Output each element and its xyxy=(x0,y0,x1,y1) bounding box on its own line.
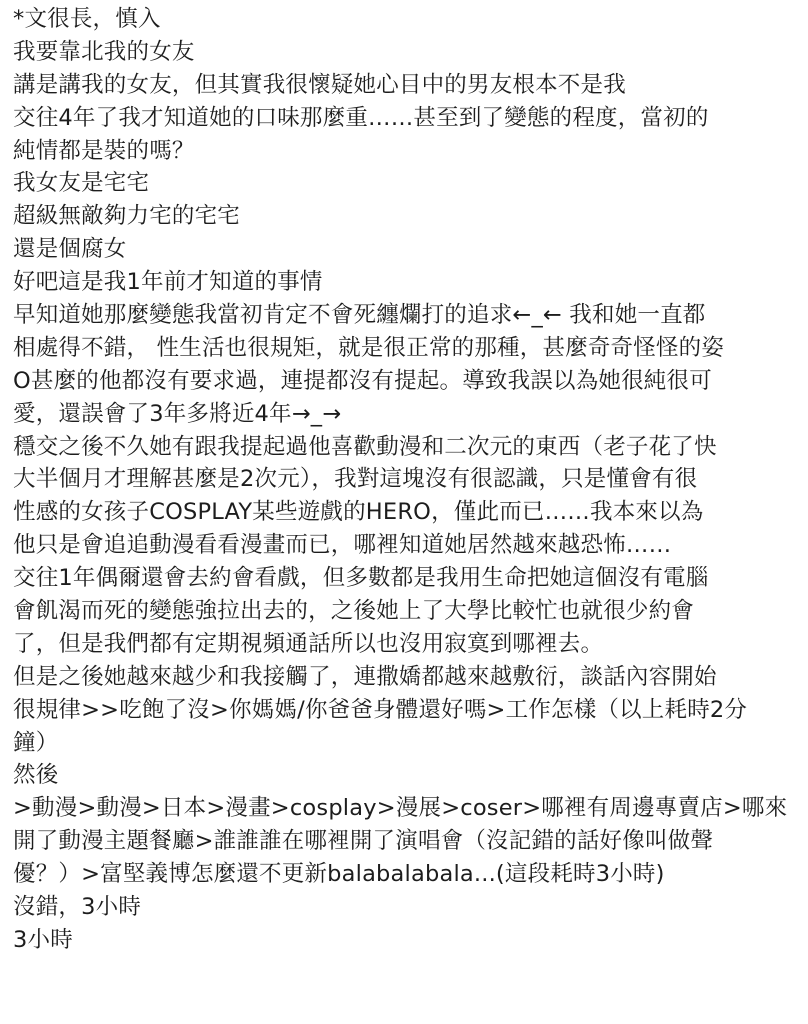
text-line: 純情都是裝的嗎？ xyxy=(13,137,195,164)
text-line: 超級無敵夠力宅的宅宅 xyxy=(13,203,241,230)
text-line: 交往1年偶爾還會去約會看戲，但多數都是我用生命把她這個沒有電腦 xyxy=(13,565,709,592)
text-line: O甚麼的他都沒有要求過，連提都沒有提起。導致我誤以為她很純很可 xyxy=(13,367,712,394)
text-line: 鐘） xyxy=(13,729,59,756)
text-line: 相處得不錯， 性生活也很規矩，就是很正常的那種，甚麼奇奇怪怪的姿 xyxy=(13,334,725,361)
text-line: *文很長，慎入 xyxy=(13,6,161,32)
text-line: 我要靠北我的女友 xyxy=(13,38,195,65)
text-line: 但是之後她越來越少和我接觸了，連撒嬌都越來越敷衍，談話內容開始 xyxy=(13,663,717,690)
text-line: 交往4年了我才知道她的口味那麼重……甚至到了變態的程度，當初的 xyxy=(13,104,709,131)
text-line: 開了動漫主題餐廳>誰誰誰在哪裡開了演唱會（沒記錯的話好像叫做聲 xyxy=(13,828,714,855)
text-line: 講是講我的女友，但其實我很懷疑她心目中的男友根本不是我 xyxy=(13,71,626,98)
text-line: 了，但是我們都有定期視頻通話所以也沒用寂寞到哪裡去。 xyxy=(13,630,604,657)
text-line: 很規律>>吃飽了沒>你媽媽/你爸爸身體還好嗎>工作怎樣（以上耗時2分 xyxy=(13,696,748,723)
post-body xyxy=(13,3,803,957)
text-line: 我女友是宅宅 xyxy=(13,170,150,197)
text-line: 他只是會追追動漫看看漫畫而已，哪裡知道她居然越來越恐怖…… xyxy=(13,532,672,559)
text-line: 性感的女孩子COSPLAY某些遊戲的HERO，僅此而已……我本來以為 xyxy=(13,499,704,526)
text-line: 大半個月才理解甚麼是2次元），我對這塊沒有很認識，只是懂會有很 xyxy=(13,466,698,493)
text-line: 沒錯，3小時 xyxy=(13,894,142,921)
text-line: 然後 xyxy=(13,762,59,789)
text-line: 早知道她那麼變態我當初肯定不會死纏爛打的追求←_← 我和她一直都 xyxy=(13,302,706,329)
text-line: 穩交之後不久她有跟我提起過他喜歡動漫和二次元的東西（老子花了快 xyxy=(13,433,717,460)
text-line: 優？）>富堅義博怎麼還不更新balabalabala...(這段耗時3小時) xyxy=(13,861,665,888)
text-line: 愛，還誤會了3年多將近4年→_→ xyxy=(13,400,342,427)
text-line: 還是個腐女 xyxy=(13,236,127,263)
text-line: >動漫>動漫>日本>漫畫>cosplay>漫展>coser>哪裡有周邊專賣店>哪來 xyxy=(13,795,788,822)
text-line: 好吧這是我1年前才知道的事情 xyxy=(13,269,323,296)
text-line: 會飢渴而死的變態強拉出去的，之後她上了大學比較忙也就很少約會 xyxy=(13,598,695,625)
text-line: 3小時 xyxy=(13,926,73,953)
